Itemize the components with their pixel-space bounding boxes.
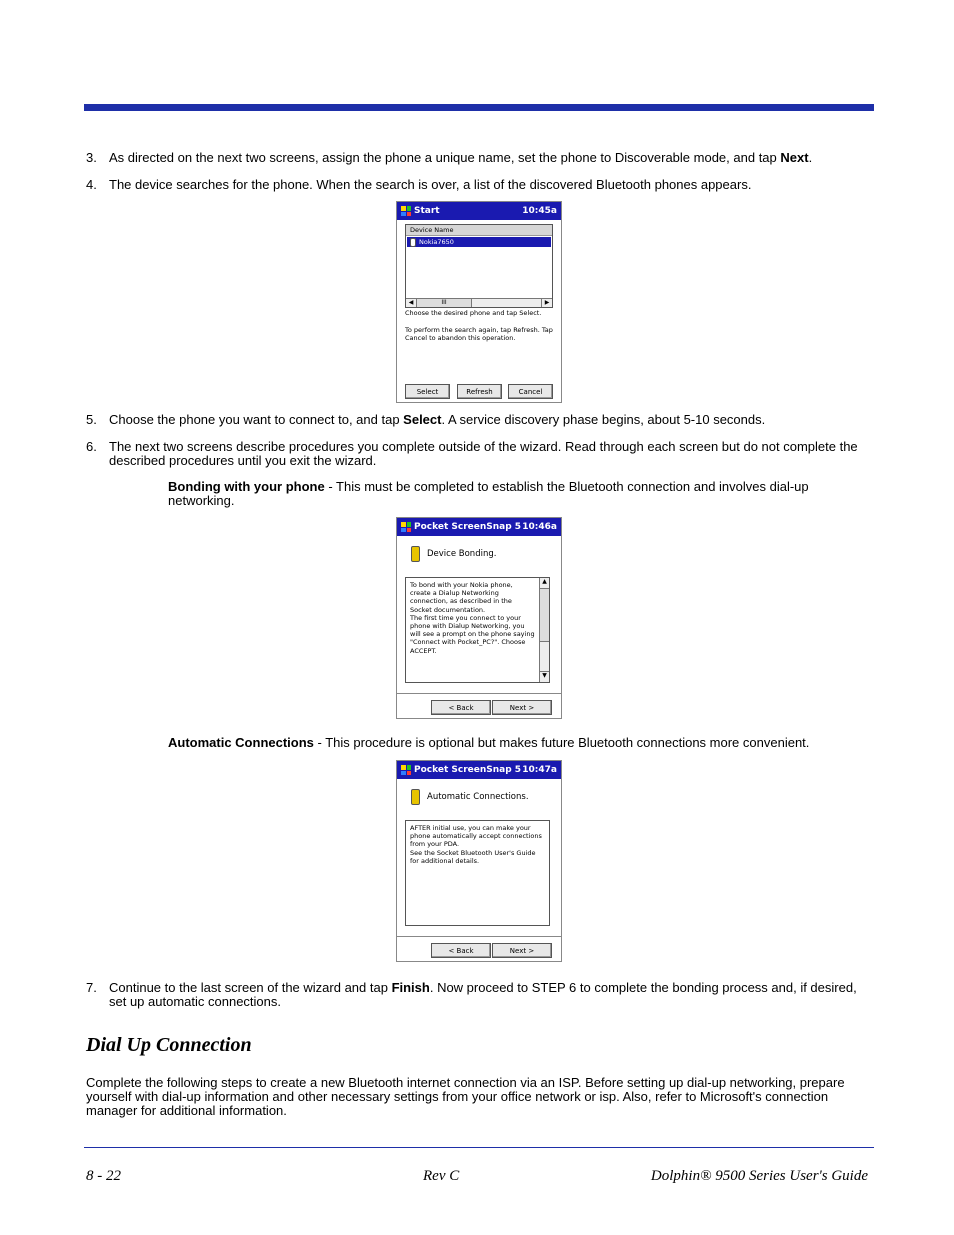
automatic-connections-screenshot (396, 760, 562, 962)
next-button[interactable]: Next > (492, 943, 552, 958)
divider (397, 693, 561, 694)
guide-title: Dolphin® 9500 Series User's Guide (650, 1168, 868, 1184)
step-number: 4. (86, 177, 97, 192)
phone-icon (411, 546, 420, 562)
title: Start (414, 206, 440, 216)
phone-icon (410, 238, 416, 247)
step-text: Choose the phone you want to connect to, and tap Select. A service discovery phase begins, about 5-10 seconds. (109, 412, 766, 427)
scroll-thumb[interactable]: III (417, 299, 472, 307)
windows-start-icon (401, 522, 411, 532)
header-rule (84, 104, 874, 111)
bonding-text-box[interactable]: To bond with your Nokia phone, create a Dialup Networking connection, as described in the Socket documentation. The first time you connect to your phone with Dialup Networking, you will see a prompt on the phone saying "Connect with Pocket_PC?". Choose ACCEPT. ▲ ▼ (405, 577, 550, 683)
clock: 10:45a (522, 206, 557, 216)
windows-start-icon (401, 765, 411, 775)
phone-icon (411, 789, 420, 805)
vertical-scrollbar[interactable] (539, 578, 549, 682)
scroll-thumb[interactable] (540, 589, 549, 642)
step-text: The next two screens describe procedures you complete outside of the wizard. Read through each screen but do not complete the described procedures until you exit the wizard. (109, 439, 858, 468)
section-paragraph: Complete the following steps to create a new Bluetooth internet connection via an ISP. Before setting up dial-up networking, prepare yourself with dial-up information and other necessary settings from your office network or isp. Also, refer to Microsoft's connection manager for additional information. (86, 1075, 845, 1118)
instruction-refresh: To perform the search again, tap Refresh. Tap Cancel to abandon this operation. (405, 326, 553, 342)
revision: Rev C (423, 1168, 460, 1184)
page-number: 8 - 22 (86, 1168, 121, 1184)
next-button[interactable]: Next > (492, 700, 552, 715)
step-number: 7. (86, 980, 97, 995)
scroll-right-icon[interactable]: ▶ (541, 299, 552, 307)
scroll-up-icon[interactable]: ▲ (540, 578, 549, 589)
dialog-heading: Device Bonding. (411, 546, 496, 562)
step-number: 3. (86, 150, 97, 165)
automatic-text-box[interactable]: AFTER initial use, you can make your phone automatically accept connections from your PDA. See the Socket Bluetooth User's Guide for additional details. (405, 820, 550, 926)
column-header: Device Name (406, 225, 552, 236)
instruction-select: Choose the desired phone and tap Select. (405, 309, 542, 317)
step-number: 6. (86, 439, 97, 454)
horizontal-scrollbar[interactable] (406, 298, 552, 307)
section-heading: Dial Up Connection (86, 1034, 252, 1056)
scroll-left-icon[interactable]: ◀ (406, 299, 417, 307)
divider (397, 936, 561, 937)
title: Pocket ScreenSnap 5 (414, 765, 522, 775)
bonding-description: Bonding with your phone - This must be completed to establish the Bluetooth connection and involves dial-up networking. (168, 479, 809, 508)
back-button[interactable]: < Back (431, 943, 491, 958)
footer-rule (84, 1147, 874, 1148)
device-search-screenshot (396, 201, 562, 403)
windows-start-icon (401, 206, 411, 216)
step-text: As directed on the next two screens, assign the phone a unique name, set the phone to Discoverable mode, and tap Next. (109, 150, 813, 165)
device-list[interactable] (405, 224, 553, 308)
automatic-description: Automatic Connections - This procedure is optional but makes future Bluetooth connections more convenient. (168, 735, 810, 750)
select-button[interactable]: Select (405, 384, 450, 399)
step-text: Continue to the last screen of the wizard and tap Finish. Now proceed to STEP 6 to complete the bonding process and, if desired, set up automatic connections. (109, 980, 857, 1009)
title-bar (397, 202, 561, 220)
step-number: 5. (86, 412, 97, 427)
refresh-button[interactable]: Refresh (457, 384, 502, 399)
device-bonding-screenshot (396, 517, 562, 719)
step-text: The device searches for the phone. When the search is over, a list of the discovered Bluetooth phones appears. (109, 177, 752, 192)
clock: 10:46a (522, 522, 557, 532)
dialog-heading: Automatic Connections. (411, 789, 529, 805)
title: Pocket ScreenSnap 5 (414, 522, 522, 532)
clock: 10:47a (522, 765, 557, 775)
scroll-down-icon[interactable]: ▼ (540, 671, 549, 682)
cancel-button[interactable]: Cancel (508, 384, 553, 399)
title-bar (397, 518, 561, 536)
back-button[interactable]: < Back (431, 700, 491, 715)
device-list-item[interactable]: Nokia7650 (407, 237, 551, 247)
title-bar (397, 761, 561, 779)
